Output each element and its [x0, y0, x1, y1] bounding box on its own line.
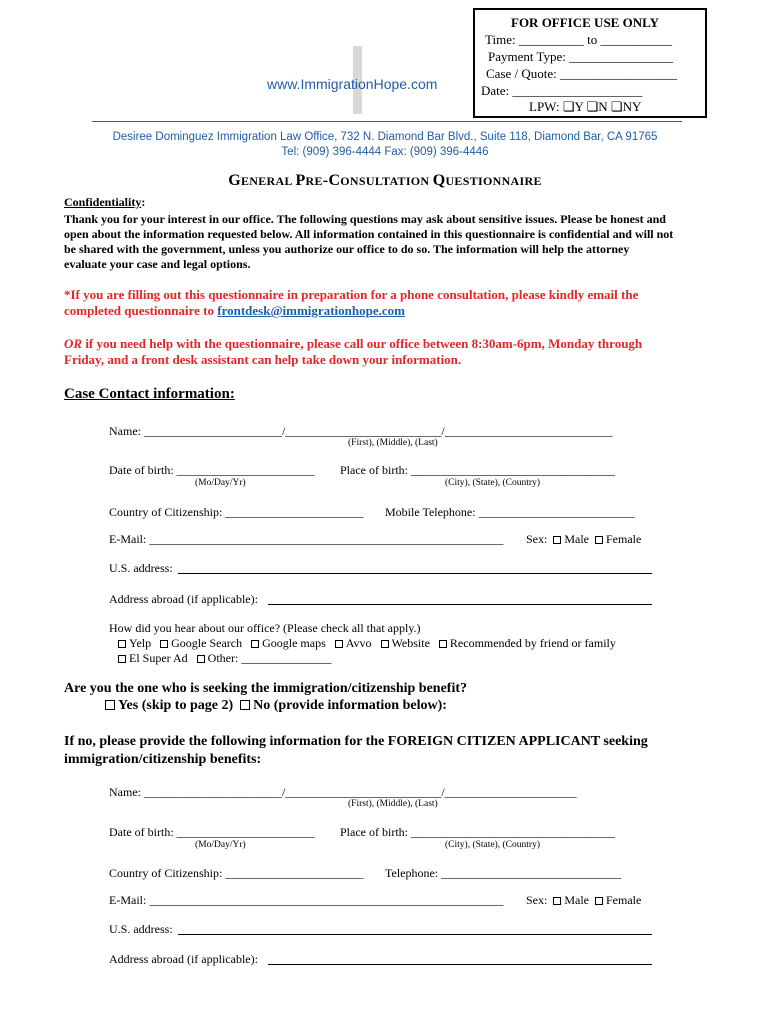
- contact-abroad-line[interactable]: [268, 604, 652, 605]
- foreign-dob-hint: (Mo/Day/Yr): [195, 840, 246, 850]
- other-checkbox[interactable]: [197, 655, 205, 663]
- referral-options-row1: Yelp Google Search Google maps Avvo Website Recommended by friend or family: [118, 636, 616, 651]
- foreign-us-address-line[interactable]: [178, 934, 652, 935]
- foreign-abroad-line[interactable]: [268, 964, 652, 965]
- foreign-female-checkbox[interactable]: [595, 897, 603, 905]
- avvo-checkbox[interactable]: [335, 640, 343, 648]
- contact-email-field[interactable]: E-Mail: ___________________________________________________________: [109, 532, 504, 546]
- foreign-intro: If no, please provide the following information for the FOREIGN CITIZEN APPLICANT seeking: [64, 734, 648, 749]
- office-lpw-options[interactable]: LPW: ❏Y ❏N ❏NY: [529, 99, 642, 114]
- foreign-intro-cont: immigration/citizenship benefits:: [64, 752, 262, 767]
- help-notice: OR if you need help with the questionnaire, please call our office between 8:30am-6pm, Monday through: [64, 336, 643, 351]
- referral-options-row2: El Super Ad Other: _______________: [118, 651, 331, 666]
- yelp-checkbox[interactable]: [118, 640, 126, 648]
- female-checkbox[interactable]: [595, 536, 603, 544]
- help-notice-cont: Friday, and a front desk assistant can help take down your information.: [64, 352, 462, 367]
- no-checkbox[interactable]: [240, 700, 250, 710]
- referral-checkbox[interactable]: [439, 640, 447, 648]
- office-use-box: [473, 8, 707, 118]
- confidentiality-line: open about the information requested below. All information contained in this questionnaire is confidential and will not: [64, 227, 674, 241]
- seeking-options: Yes (skip to page 2) No (provide information below):: [105, 698, 447, 714]
- confidentiality-line: Thank you for your interest in our office. The following questions may ask about sensitive issues. Please be honest and: [64, 212, 666, 226]
- foreign-citizenship-field[interactable]: Country of Citizenship: _______________________: [109, 866, 364, 880]
- foreign-name-hint: (First), (Middle), (Last): [348, 799, 438, 809]
- foreign-sex-group: Sex: Male Female: [526, 893, 642, 907]
- confidentiality-heading: Confidentiality:: [64, 195, 146, 209]
- office-use-title: FOR OFFICE USE ONLY: [511, 15, 659, 30]
- seeking-question: Are you the one who is seeking the immigration/citizenship benefit?: [64, 681, 468, 696]
- foreign-telephone-field[interactable]: Telephone: ______________________________: [385, 866, 622, 880]
- contact-pob-field[interactable]: Place of birth: __________________________________: [340, 463, 615, 477]
- contact-section-heading: Case Contact information:: [64, 386, 235, 402]
- foreign-email-field[interactable]: E-Mail: ___________________________________________________________: [109, 893, 504, 907]
- foreign-abroad-label: Address abroad (if applicable):: [109, 952, 258, 966]
- foreign-dob-field[interactable]: Date of birth: _______________________: [109, 825, 315, 839]
- contact-mobile-field[interactable]: Mobile Telephone: __________________________: [385, 505, 635, 519]
- contact-name-hint: (First), (Middle), (Last): [348, 438, 438, 448]
- office-time-field[interactable]: Time: __________ to ___________: [485, 32, 672, 47]
- contact-abroad-label: Address abroad (if applicable):: [109, 592, 258, 606]
- contact-us-address-label: U.S. address:: [109, 561, 173, 575]
- phone-consult-notice: *If you are filling out this questionnaire in preparation for a phone consultation, please kindly email the: [64, 287, 639, 302]
- office-address: Desiree Dominguez Immigration Law Office, 732 N. Diamond Bar Blvd., Suite 118, Diamond Bar, CA 91765: [112, 131, 658, 143]
- foreign-pob-hint: (City), (State), (Country): [445, 840, 540, 850]
- foreign-name-field[interactable]: Name: _______________________/__________________________/______________________: [109, 785, 577, 799]
- confidentiality-line: be shared with the government, unless you authorize our office to do so. The information will help the attorney: [64, 242, 630, 256]
- contact-us-address-line[interactable]: [178, 573, 652, 574]
- contact-sex-group: Sex: Male Female: [526, 532, 642, 546]
- contact-citizenship-field[interactable]: Country of Citizenship: _______________________: [109, 505, 364, 519]
- google-maps-checkbox[interactable]: [251, 640, 259, 648]
- frontdesk-email-link[interactable]: frontdesk@immigrationhope.com: [217, 303, 405, 318]
- referral-question: How did you hear about our office? (Please check all that apply.): [109, 621, 421, 635]
- el-super-ad-checkbox[interactable]: [118, 655, 126, 663]
- office-case-field[interactable]: Case / Quote: __________________: [486, 66, 678, 81]
- contact-dob-hint: (Mo/Day/Yr): [195, 478, 246, 488]
- website-link[interactable]: www.ImmigrationHope.com: [267, 76, 438, 92]
- website-checkbox[interactable]: [381, 640, 389, 648]
- google-search-checkbox[interactable]: [160, 640, 168, 648]
- male-checkbox[interactable]: [553, 536, 561, 544]
- email-notice: completed questionnaire to frontdesk@immigrationhope.com: [64, 303, 405, 318]
- contact-pob-hint: (City), (State), (Country): [445, 478, 540, 488]
- foreign-male-checkbox[interactable]: [553, 897, 561, 905]
- office-date-field[interactable]: Date: ____________________: [481, 83, 643, 98]
- foreign-us-address-label: U.S. address:: [109, 922, 173, 936]
- office-payment-field[interactable]: Payment Type: ________________: [488, 49, 674, 64]
- contact-name-field[interactable]: Name: _______________________/__________________________/____________________________: [109, 424, 613, 438]
- yes-checkbox[interactable]: [105, 700, 115, 710]
- foreign-pob-field[interactable]: Place of birth: __________________________________: [340, 825, 615, 839]
- confidentiality-line: evaluate your case and legal options.: [64, 257, 251, 271]
- header-divider: [92, 121, 682, 122]
- contact-dob-field[interactable]: Date of birth: _______________________: [109, 463, 315, 477]
- page-title: GENERAL PRE-CONSULTATION QUESTIONNAIRE: [228, 172, 542, 189]
- office-phone: Tel: (909) 396-4444 Fax: (909) 396-4446: [281, 146, 489, 158]
